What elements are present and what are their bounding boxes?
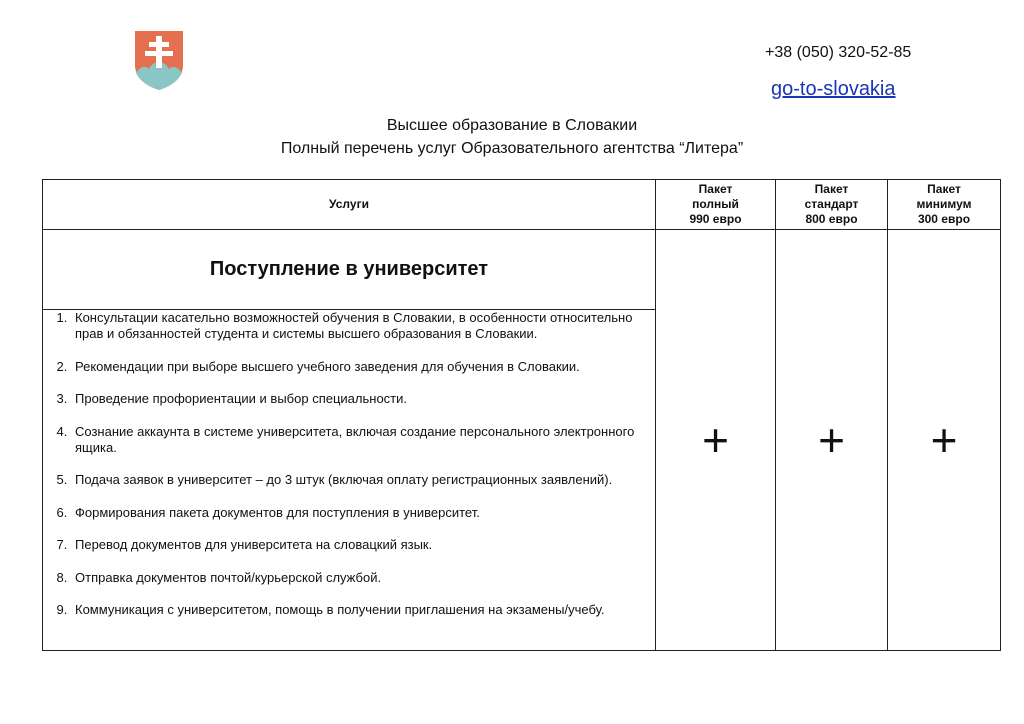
phone-number: +38 (050) 320-52-85 (765, 44, 912, 61)
package-full-header: Пакет полный 990 евро (656, 180, 776, 230)
list-item: 2. Рекомендации при выборе высшего учебного заведения для обучения в Словакии. (71, 359, 655, 375)
minimum-package-included-mark: + (888, 230, 1001, 651)
list-item: 1. Консультации касательно возможностей обучения в Словакии, в особенности относительно прав и обязанностей студента и системы высшего образования в Словакии. (71, 310, 655, 342)
standard-package-included-mark: + (776, 230, 888, 651)
list-item: 5. Подача заявок в университет – до 3 штук (включая оплату регистрационных заявлений). (71, 472, 655, 488)
site-link[interactable]: go-to-slovakia (771, 78, 896, 100)
list-item: 6. Формирования пакета документов для поступления в университет. (71, 505, 655, 521)
table-header-row (43, 180, 1001, 230)
package-standard-header: Пакет стандарт 800 евро (776, 180, 888, 230)
services-column-header: Услуги (43, 180, 656, 230)
services-table (42, 179, 1001, 651)
list-item: 4. Сознание аккаунта в системе университета, включая создание персонального электронного ящика. (71, 424, 655, 456)
page-subtitle: Полный перечень услуг Образовательного агентства “Литера” (280, 140, 744, 157)
list-item: 8. Отправка документов почтой/курьерской службой. (71, 570, 655, 586)
services-list-cell (43, 310, 656, 651)
list-item: 9. Коммуникация с университетом, помощь в получении приглашения на экзамены/учебу. (71, 602, 655, 618)
list-item: 3. Проведение профориентации и выбор специальности. (71, 391, 655, 407)
table-row (43, 230, 1001, 310)
list-item: 7. Перевод документов для университета на словацкий язык. (71, 537, 655, 553)
page-title: Высшее образование в Словакии (386, 117, 638, 134)
section-title: Поступление в университет (43, 230, 656, 310)
package-minimum-header: Пакет минимум 300 евро (888, 180, 1001, 230)
package-full-price: 990 евро (689, 212, 742, 226)
services-list (43, 310, 655, 618)
slovak-coat-of-arms-icon (133, 29, 185, 91)
package-minimum-price: 300 евро (917, 212, 971, 226)
full-package-included-mark: + (656, 230, 776, 651)
package-standard-price: 800 евро (805, 212, 858, 226)
